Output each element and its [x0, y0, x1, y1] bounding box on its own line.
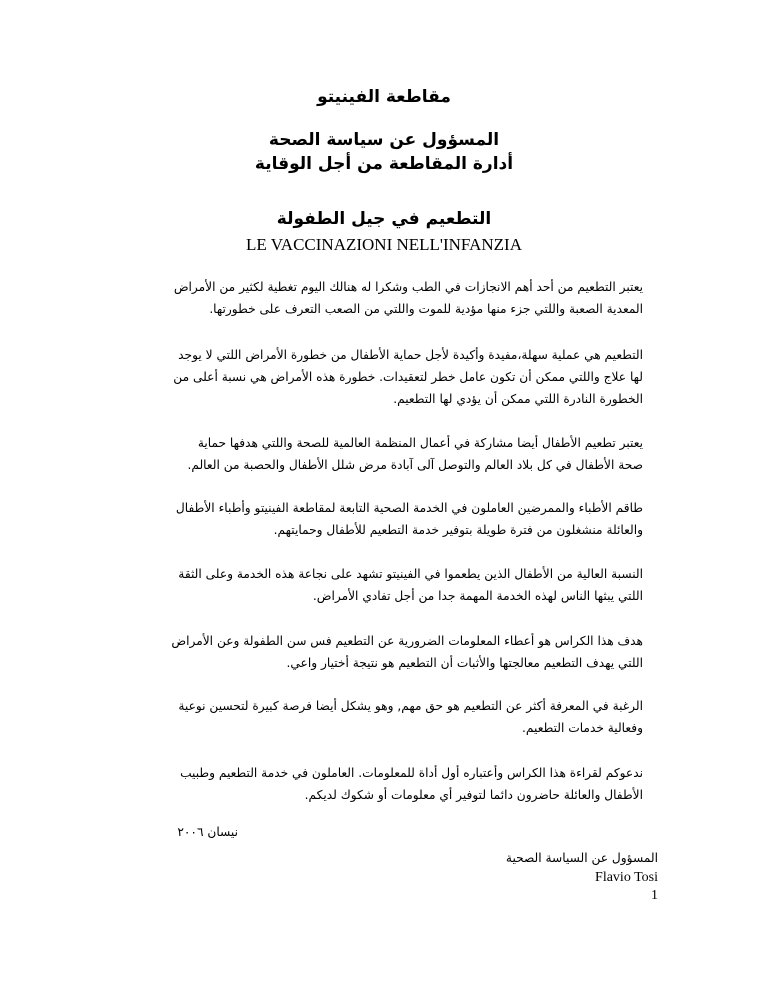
paragraph-line: اللتي يهدف التطعيم معالجتها والأثبات أن التطعيم هو نتيجة أختيار واعي. [286, 656, 643, 670]
paragraph-2 [100, 344, 643, 410]
document-date: نيسان ٢٠٠٦ [177, 825, 238, 839]
paragraph-line: وفعالية خدمات التطعيم. [522, 721, 643, 735]
paragraph-line: طاقم الأطباء والممرضين العاملون في الخدمة الصحية التابعة لمقاطعة الفينيتو وأطباء الأطفال [175, 501, 643, 515]
org-title: مقاطعة الفينيتو [317, 87, 451, 107]
paragraph-line: هدف هذا الكراس هو أعطاء المعلومات الضرورية عن التطعيم فس سن الطفولة وعن الأمراض [171, 634, 643, 648]
paragraph-line: يعتبر تطعيم الأطفال أيضا مشاركة في أعمال المنظمة العالمية للصحة واللتي هدفها حماية [197, 436, 643, 450]
paragraph-line: والعائلة منشغلون من فترة طويلة بتوفير خدمة التطعيم للأطفال وحمايتهم. [273, 523, 643, 537]
paragraph-7 [100, 695, 643, 739]
dept-line-1: المسؤول عن سياسة الصحة [268, 130, 500, 150]
paragraph-line: النسبة العالية من الأطفال الذين يطعموا في الفينيتو تشهد على نجاعة هذه الخدمة وعلى الثقة [178, 567, 643, 581]
paragraph-line: الأطفال والعائلة حاضرون دائما لتوفير أي معلومات أو شكوك لديكم. [304, 788, 643, 802]
doc-title-arabic: التطعيم في جيل الطفولة [276, 209, 492, 229]
paragraph-line: لها علاج واللتي ممكن أن تكون عامل خطر لتعقيدات. خطورة هذه الأمراض هي نسبة أعلى من [173, 370, 643, 384]
doc-title-italian: LE VACCINAZIONI NELL'INFANZIA [246, 235, 522, 254]
dept-line-2: أدارة المقاطعة من أجل الوقاية [254, 154, 514, 174]
paragraph-line: يعتبر التطعيم من أحد أهم الانجازات في الطب وشكرا له هنالك اليوم تغطية لكثير من الأمراض [173, 280, 643, 294]
page-number: 1 [651, 888, 658, 903]
paragraph-line: صحة الأطفال في كل بلاد العالم والتوصل آلى آبادة مرض شلل الأطفال والحصبة من العالم. [187, 458, 643, 472]
paragraph-6 [100, 630, 643, 674]
signatory-role: المسؤول عن السياسة الصحية [505, 851, 658, 865]
paragraph-line: المعدية الصعبة واللتي جزء منها مؤدية للموت واللتي من الصعب التعرف على خطورتها. [209, 302, 643, 316]
paragraph-line: الخطورة النادرة اللتي ممكن أن يؤدي لها التطعيم. [393, 392, 643, 406]
paragraph-8 [100, 762, 643, 806]
paragraph-line: ندعوكم لقراءة هذا الكراس وأعتباره أول أداة للمعلومات. العاملون في خدمة التطعيم وطبيب [180, 766, 643, 780]
paragraph-line: التطعيم هي عملية سهلة،مفيدة وأكيدة لأجل حماية الأطفال من خطورة الأمراض اللتي لا يوجد [178, 348, 643, 362]
paragraph-line: الرغبة في المعرفة أكثر عن التطعيم هو حق مهم, وهو يشكل أيضا فرصة كبيرة لتحسين نوعية [178, 699, 643, 713]
paragraph-line: اللتي يبثها الناس لهذه الخدمة المهمة جدا من أجل تفادي الأمراض. [312, 589, 643, 603]
paragraph-1 [100, 276, 643, 320]
paragraph-5 [100, 563, 643, 607]
signatory-name: Flavio Tosi [595, 870, 658, 885]
paragraph-3 [100, 432, 643, 476]
paragraph-4 [100, 497, 643, 541]
